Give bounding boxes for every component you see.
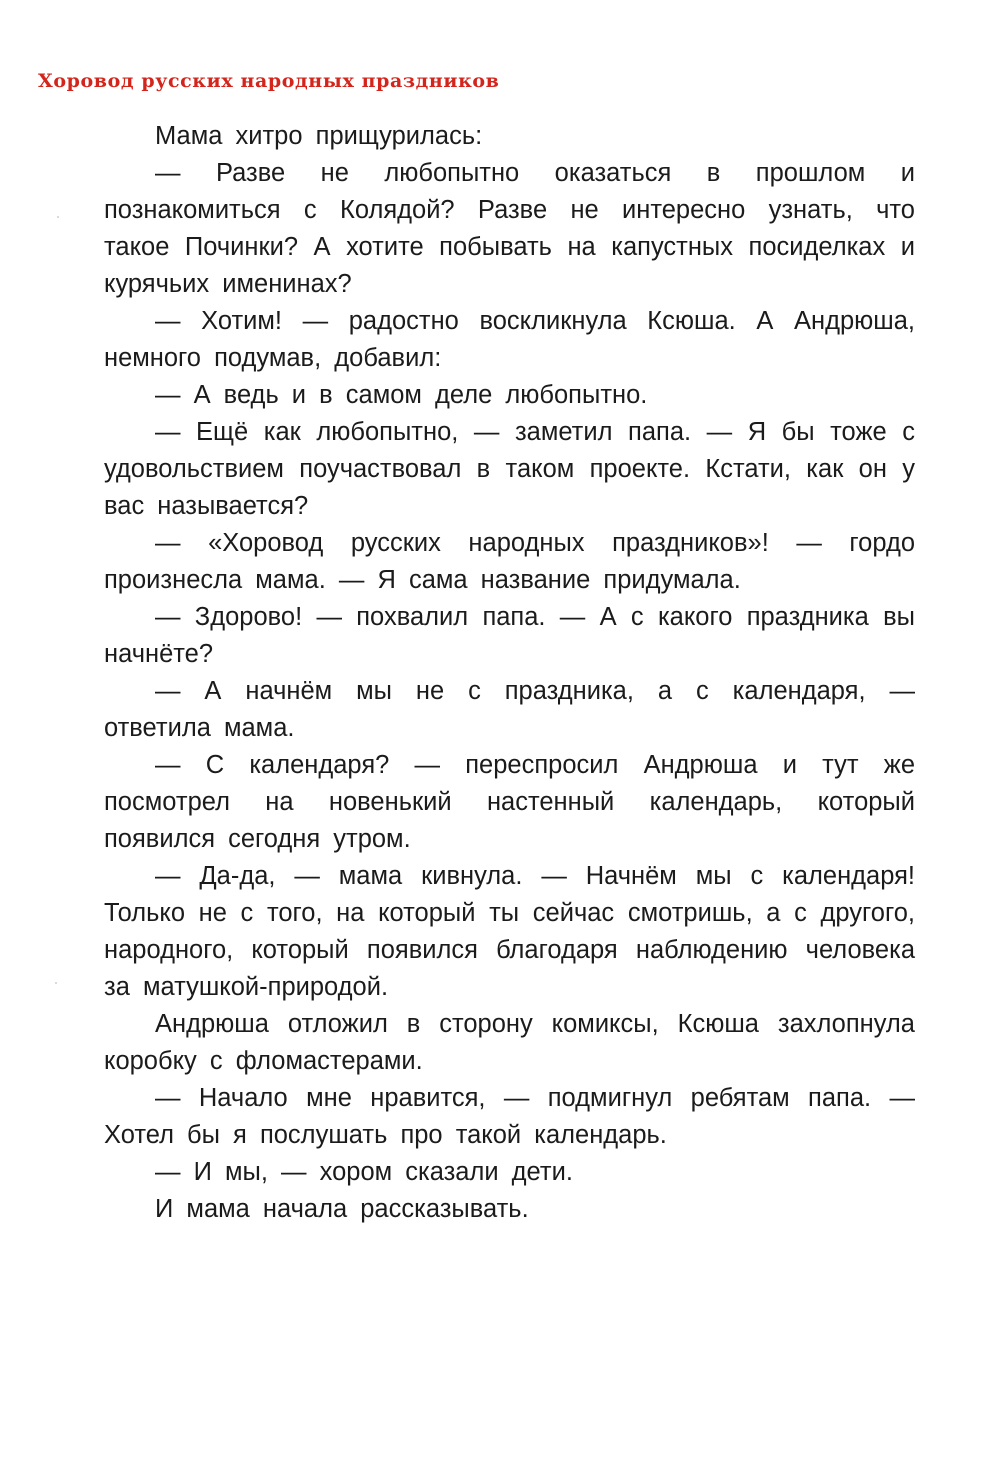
paragraph: — Да-да, — мама кивнула. — Начнём мы с календаря! Только не с того, на который ты сейчас смотришь, а с другого, народного, который появился благодаря наблюдению человека за матушкой-природой. [104,862,915,1001]
paragraph: — А начнём мы не с праздника, а с календаря, — ответила мама. [104,677,915,742]
paragraph: — А ведь и в самом деле любопытно. [155,381,648,409]
running-head-title: Хоровод русских народных праздников [38,70,500,92]
scan-speck [57,216,59,218]
paragraph: — Разве не любопытно оказаться в прошлом и познакомиться с Колядой? Разве не интересно узнать, что такое Починки? А хотите побывать на капустных посиделках и курячьих именинах? [104,159,915,298]
scan-speck [55,982,57,984]
paragraph: И мама начала рассказывать. [155,1195,529,1223]
paragraph: — Хотим! — радостно воскликнула Ксюша. А Андрюша, немного подумав, добавил: [104,307,915,372]
paragraph: — «Хоровод русских народных праздников»! — гордо произнесла мама. — Я сама название придумала. [104,529,915,594]
body-text [104,118,915,1228]
paragraph: — И мы, — хором сказали дети. [155,1158,573,1186]
paragraph: — Здорово! — похвалил папа. — А с какого праздника вы начнёте? [104,603,915,668]
paragraph: Мама хитро прищурилась: [155,122,483,150]
paragraph: — Ещё как любопытно, — заметил папа. — Я бы тоже с удовольствием поучаствовал в таком проекте. Кстати, как он у вас называется? [104,418,915,520]
paragraph: — Начало мне нравится, — подмигнул ребятам папа. — Хотел бы я послушать про такой календарь. [104,1084,915,1149]
paragraph: — С календаря? — переспросил Андрюша и тут же посмотрел на новенький настенный календарь, который появился сегодня утром. [104,751,915,853]
paragraph: Андрюша отложил в сторону комиксы, Ксюша захлопнула коробку с фломастерами. [104,1010,915,1075]
